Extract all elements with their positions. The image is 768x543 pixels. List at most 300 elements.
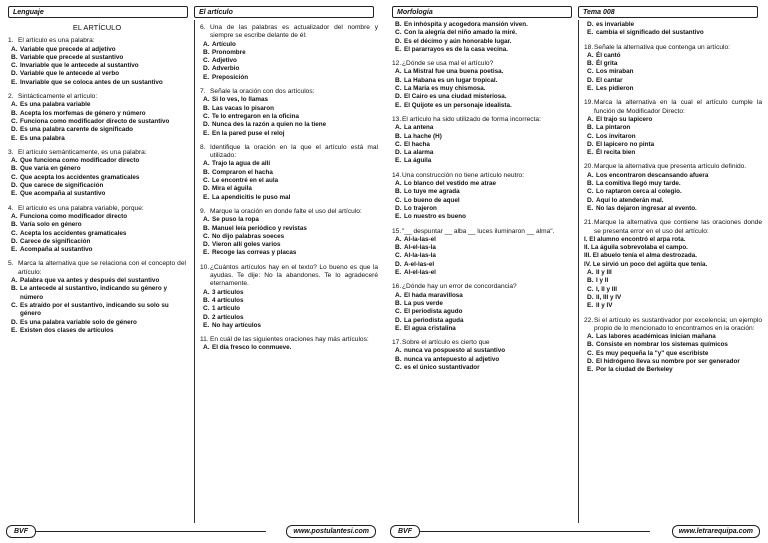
option-text: I y II [596, 277, 609, 285]
option-letter: B. [203, 48, 210, 56]
answer-option[interactable] [392, 205, 570, 213]
option-letter: A. [11, 212, 18, 220]
option-text: El hada maravillosa [404, 291, 463, 299]
option-letter: B. [11, 165, 18, 173]
question-number: 14. [392, 171, 402, 179]
question [392, 283, 570, 333]
answer-option[interactable] [584, 124, 762, 132]
option-text: Al-el-las-la [404, 244, 436, 252]
option-letter: D. [587, 293, 594, 301]
option-letter: A. [587, 333, 594, 341]
answer-option[interactable] [8, 190, 186, 198]
option-text: Los encontraron descansando afuera [596, 171, 709, 179]
question-stem [584, 99, 762, 116]
option-letter: C. [203, 232, 210, 240]
option-text: Que acepta los accidentes gramaticales [20, 173, 140, 181]
answer-option[interactable] [200, 65, 378, 73]
question [8, 149, 186, 199]
answer-option[interactable] [392, 300, 570, 308]
option-letter: E. [11, 134, 18, 142]
answer-option[interactable] [584, 341, 762, 349]
question-number: 20. [584, 163, 594, 171]
option-letter: C. [395, 308, 402, 316]
answer-option[interactable] [392, 213, 570, 221]
answer-option[interactable] [200, 297, 378, 305]
answer-option[interactable] [584, 286, 762, 294]
footer-url[interactable]: www.postulantesi.com [286, 525, 376, 538]
question-number: 22. [584, 316, 594, 324]
option-text: Lo tuye me agrada [404, 188, 460, 196]
answer-option[interactable] [8, 70, 186, 78]
answer-option[interactable] [200, 160, 378, 168]
option-letter: A. [395, 180, 402, 188]
option-letter: B. [203, 168, 210, 176]
option-text: La apendicitis le puso mal [212, 193, 291, 201]
option-text: 4 artículos [212, 296, 244, 304]
answer-option[interactable] [200, 233, 378, 241]
question-text: ¿Dónde hay un error de concordancia? [402, 283, 517, 291]
answer-option[interactable] [392, 325, 570, 333]
answer-option[interactable] [392, 292, 570, 300]
option-text: En la pared puse el reloj [212, 129, 285, 137]
option-text: cambia el significado del sustantivo [596, 29, 704, 37]
answer-option[interactable] [200, 74, 378, 82]
option-letter: A. [203, 40, 210, 48]
answer-option[interactable] [200, 314, 378, 322]
option-text: Variable que precede al adjetivo [20, 45, 116, 53]
answer-option[interactable] [200, 96, 378, 104]
question-text: El artículo es una palabra: [18, 37, 95, 45]
question-number: 11. [200, 336, 209, 344]
answer-option[interactable] [200, 216, 378, 224]
answer-option[interactable] [8, 165, 186, 173]
option-text: La comitiva llegó muy tarde. [596, 180, 681, 188]
option-letter: D. [587, 357, 594, 365]
answer-option[interactable] [200, 105, 378, 113]
option-letter: A. [587, 269, 594, 277]
footer-rule [420, 531, 650, 532]
option-text: La alarma [404, 149, 434, 157]
question-text: Marque la oración en donde falte el uso del artículo: [210, 207, 362, 215]
option-letter: B. [587, 341, 594, 349]
option-text: Por la ciudad de Berkeley [596, 366, 673, 374]
option-text: Que acompaña al sustantivo [20, 190, 106, 198]
answer-option[interactable] [392, 29, 570, 37]
question-stem [392, 339, 570, 347]
option-letter: B. [587, 277, 594, 285]
option-letter: A. [203, 160, 210, 168]
option-text: Al-la-las-el [404, 235, 436, 243]
footer-url[interactable]: www.letrarequipa.com [672, 525, 760, 538]
option-letter: C. [11, 62, 18, 70]
question-number: 10. [200, 263, 210, 271]
answer-option[interactable] [200, 177, 378, 185]
answer-option[interactable] [584, 68, 762, 76]
option-text: No hay artículos [212, 321, 261, 329]
answer-option[interactable] [200, 57, 378, 65]
option-letter: B. [395, 355, 402, 363]
option-letter: E. [587, 85, 594, 93]
option-letter: E. [587, 29, 594, 37]
answer-option[interactable] [392, 252, 570, 260]
answer-option[interactable] [584, 294, 762, 302]
option-letter: D. [203, 313, 210, 321]
option-text: 2 artículos [212, 313, 244, 321]
answer-option[interactable] [392, 188, 570, 196]
option-letter: D. [11, 126, 18, 134]
option-letter: B. [395, 244, 402, 252]
option-text: Preposición [212, 73, 249, 81]
answer-option[interactable] [584, 85, 762, 93]
option-letter: C. [395, 29, 402, 37]
option-text: II y III [596, 269, 612, 277]
option-text: La periodista aguda [404, 316, 464, 324]
option-text: La María es muy chismosa. [404, 85, 486, 93]
option-letter: C. [11, 229, 18, 237]
option-text: Lo bueno de aquel [404, 196, 460, 204]
answer-option[interactable] [392, 68, 570, 76]
question [392, 116, 570, 166]
answer-option[interactable] [8, 118, 186, 126]
option-letter: B. [395, 188, 402, 196]
option-text: El hidrógeno lleva su nombre por ser generador [596, 357, 740, 365]
answer-option[interactable] [200, 41, 378, 49]
question-stem [8, 260, 186, 277]
question-number: 8. [200, 143, 206, 151]
option-text: Les pidieron [596, 85, 634, 93]
topic-label: El artículo [199, 8, 233, 16]
answer-option[interactable] [584, 205, 762, 213]
option-letter: E. [203, 249, 210, 257]
column-divider [578, 20, 579, 523]
option-letter: E. [395, 101, 402, 109]
question [584, 219, 762, 310]
answer-option[interactable] [392, 133, 570, 141]
option-text: Es muy pequeña la "y" que escribiste [596, 349, 709, 357]
answer-option[interactable] [8, 221, 186, 229]
answer-option[interactable] [8, 213, 186, 221]
question-number: 5. [8, 260, 14, 268]
answer-option[interactable] [392, 77, 570, 85]
option-letter: E. [395, 157, 402, 165]
left-column-2 [200, 24, 378, 359]
option-letter: E. [587, 204, 594, 212]
statement-line: II. La águila sobrevolaba el campo. [584, 244, 688, 252]
course-label: Morfología [397, 8, 433, 16]
question-stem [392, 60, 570, 68]
question-text: El artículo ha sido utilizado de forma incorrecta: [402, 115, 541, 123]
answer-option[interactable] [8, 182, 186, 190]
option-letter: B. [11, 221, 18, 229]
answer-option[interactable] [8, 54, 186, 62]
option-text: Lo nuestro es bueno [404, 213, 466, 221]
option-letter: D. [395, 204, 402, 212]
answer-option[interactable] [8, 277, 186, 285]
option-letter: B. [11, 285, 18, 293]
answer-option[interactable] [584, 149, 762, 157]
answer-option[interactable] [392, 347, 570, 355]
answer-option[interactable] [8, 174, 186, 182]
option-letter: D. [203, 65, 210, 73]
option-letter: C. [395, 85, 402, 93]
answer-option[interactable] [200, 113, 378, 121]
answer-option[interactable] [584, 269, 762, 277]
answer-option[interactable] [8, 126, 186, 134]
question-text: ¿Cuántos artículos hay en el texto? Lo bueno es que la ayudas. Te dije: No la abandones. Te lo agradeceré eternamente. [210, 263, 378, 288]
question-stem [200, 264, 378, 289]
answer-option[interactable] [200, 49, 378, 57]
brand-badge: BVF [390, 525, 420, 538]
course-tab [8, 6, 188, 18]
option-letter: D. [395, 37, 402, 45]
option-text: Le encontré en el aula [212, 177, 279, 185]
answer-option[interactable] [392, 93, 570, 101]
answer-option[interactable] [392, 244, 570, 252]
option-text: Trajo la agua de allí [212, 160, 271, 168]
answer-option[interactable] [584, 197, 762, 205]
question-stem [200, 88, 378, 96]
answer-option[interactable] [392, 21, 570, 29]
answer-option[interactable] [392, 141, 570, 149]
question-number: 6. [200, 24, 206, 31]
answer-option[interactable] [8, 285, 186, 302]
option-letter: C. [395, 252, 402, 260]
option-letter: B. [395, 76, 402, 84]
course-tab [392, 6, 572, 18]
answer-option[interactable] [584, 60, 762, 68]
option-text: Es una palabra variable solo de género [20, 318, 137, 326]
option-text: Se puso la ropa [212, 216, 259, 224]
answer-option[interactable] [584, 52, 762, 60]
answer-option[interactable] [392, 124, 570, 132]
question [584, 163, 762, 213]
question [8, 205, 186, 255]
option-letter: C. [203, 305, 210, 313]
option-letter: C. [587, 285, 594, 293]
answer-option[interactable] [200, 249, 378, 257]
option-letter: B. [587, 180, 594, 188]
question-stem [200, 24, 378, 41]
answer-option[interactable] [584, 366, 762, 374]
option-letter: E. [395, 213, 402, 221]
answer-option[interactable] [8, 230, 186, 238]
option-letter: C. [587, 188, 594, 196]
answer-option[interactable] [392, 356, 570, 364]
answer-option[interactable] [584, 133, 762, 141]
question-stem [8, 205, 186, 213]
answer-option[interactable] [392, 149, 570, 157]
question-number: 7. [200, 88, 206, 96]
answer-option[interactable] [392, 197, 570, 205]
answer-option[interactable] [200, 305, 378, 313]
option-letter: C. [395, 140, 402, 148]
option-text: La antena [404, 124, 434, 132]
answer-option[interactable] [392, 261, 570, 269]
option-text: El día fresco lo conmueve. [212, 344, 292, 352]
question [392, 60, 570, 110]
question-number: 21. [584, 219, 594, 227]
answer-option[interactable] [8, 327, 186, 335]
question-text: Marca la alternativa que se relaciona con el concepto del artículo: [18, 260, 186, 276]
option-letter: A. [395, 347, 402, 355]
answer-option[interactable] [584, 21, 762, 29]
option-letter: D. [203, 185, 210, 193]
question-stem [200, 336, 378, 344]
answer-option[interactable] [8, 62, 186, 70]
answer-option[interactable] [584, 172, 762, 180]
question-text: Señale la oración con dos artículos: [210, 88, 315, 96]
answer-option[interactable] [584, 188, 762, 196]
option-text: Acepta los accidentes gramaticales [20, 229, 127, 237]
option-text: La Habana es un lugar tropical. [404, 76, 498, 84]
option-text: Variable que le antecede al verbo [20, 70, 120, 78]
option-letter: E. [395, 269, 402, 277]
answer-option[interactable] [584, 277, 762, 285]
answer-option[interactable] [8, 110, 186, 118]
option-text: Las labores académicas inician mañana [596, 333, 716, 341]
answer-option[interactable] [392, 180, 570, 188]
page-title: EL ARTÍCULO [72, 23, 122, 32]
question-number: 19. [584, 99, 594, 107]
answer-option[interactable] [8, 246, 186, 254]
answer-option[interactable] [392, 102, 570, 110]
answer-option[interactable] [392, 38, 570, 46]
question [584, 44, 762, 94]
answer-option[interactable] [392, 364, 570, 372]
option-letter: D. [203, 121, 210, 129]
option-letter: A. [11, 101, 18, 109]
answer-option[interactable] [392, 46, 570, 54]
option-letter: E. [11, 246, 18, 254]
answer-option[interactable] [8, 135, 186, 143]
question-number: 12. [392, 60, 402, 68]
answer-option[interactable] [392, 157, 570, 165]
option-letter: A. [203, 344, 210, 352]
question [200, 336, 378, 353]
question [8, 37, 186, 87]
option-letter: C. [587, 349, 594, 357]
answer-option[interactable] [392, 85, 570, 93]
answer-option[interactable] [200, 289, 378, 297]
answer-option[interactable] [584, 350, 762, 358]
answer-option[interactable] [200, 121, 378, 129]
question [8, 260, 186, 335]
option-letter: E. [587, 149, 594, 157]
option-letter: E. [587, 366, 594, 374]
option-text: La hache (H) [404, 132, 442, 140]
answer-option[interactable] [392, 317, 570, 325]
option-text: El cantar [596, 76, 623, 84]
answer-option[interactable] [584, 180, 762, 188]
question [392, 172, 570, 222]
option-letter: C. [11, 117, 18, 125]
answer-option[interactable] [8, 238, 186, 246]
answer-option[interactable] [8, 157, 186, 165]
option-text: La pus verde [404, 299, 443, 307]
answer-option[interactable] [584, 302, 762, 310]
option-letter: A. [203, 216, 210, 224]
option-letter: E. [11, 326, 18, 334]
answer-option[interactable] [200, 322, 378, 330]
footer-rule [36, 531, 266, 532]
question-stem [8, 93, 186, 101]
question-text: En cuál de las siguientes oraciones hay más artículos: [210, 336, 369, 344]
question-text: Marque la alternativa que contiene las oraciones donde se presenta error en el uso del artículo: [594, 219, 762, 235]
answer-option[interactable] [200, 194, 378, 202]
answer-option[interactable] [200, 185, 378, 193]
option-letter: A. [11, 45, 18, 53]
column-divider [194, 20, 195, 523]
question-number: 15. [392, 227, 402, 235]
statement-line: IV. Le sirvió un poco del agüita que tenía. [584, 260, 708, 268]
answer-option[interactable] [392, 269, 570, 277]
answer-option[interactable] [584, 333, 762, 341]
option-text: Lo blanco del vestido me atrae [404, 180, 497, 188]
answer-option[interactable] [8, 101, 186, 109]
option-text: Te lo entregaron en la oficina [212, 112, 300, 120]
question-stem [200, 144, 378, 161]
question [8, 93, 186, 143]
option-text: El Cairo es una ciudad misteriosa. [404, 93, 507, 101]
right-page [384, 0, 768, 543]
question [584, 21, 762, 38]
answer-option[interactable] [584, 77, 762, 85]
answer-option[interactable] [584, 358, 762, 366]
option-text: Existen dos clases de artículos [20, 326, 114, 334]
option-letter: B. [587, 60, 594, 68]
answer-option[interactable] [584, 116, 762, 124]
answer-option[interactable] [8, 79, 186, 87]
answer-option[interactable] [200, 169, 378, 177]
answer-option[interactable] [392, 236, 570, 244]
answer-option[interactable] [8, 46, 186, 54]
answer-option[interactable] [200, 130, 378, 138]
option-text: El pararrayos es de la casa vecina. [404, 45, 508, 53]
option-letter: B. [395, 132, 402, 140]
answer-option[interactable] [392, 308, 570, 316]
question-number: 3. [8, 148, 14, 156]
answer-option[interactable] [8, 319, 186, 327]
option-letter: E. [11, 190, 18, 198]
left-header [8, 6, 376, 19]
question-text: Identifique la oración en la que el artículo está mal utilizado: [210, 143, 378, 160]
answer-option[interactable] [584, 29, 762, 37]
option-letter: B. [203, 104, 210, 112]
answer-option[interactable] [584, 141, 762, 149]
option-letter: B. [203, 224, 210, 232]
option-letter: A. [395, 68, 402, 76]
answer-option[interactable] [200, 225, 378, 233]
option-letter: A. [11, 157, 18, 165]
option-text: Es una palabra [20, 134, 65, 142]
option-text: Artículo [212, 40, 236, 48]
answer-option[interactable] [8, 302, 186, 319]
option-text: El hacha [404, 140, 430, 148]
option-text: Nunca des la razón a quien no la tiene [212, 121, 327, 129]
answer-option[interactable] [200, 241, 378, 249]
question-text: El artículo semánticamente, es una palabra: [18, 148, 147, 156]
question-stem [8, 149, 186, 157]
option-letter: E. [395, 45, 402, 53]
option-text: Es una palabra carente de significado [20, 126, 134, 134]
question-stem [584, 163, 762, 171]
question-number: 9. [200, 207, 206, 215]
answer-option[interactable] [200, 344, 378, 352]
right-header [392, 6, 760, 19]
option-text: I, II y III [596, 285, 617, 293]
option-letter: B. [587, 124, 594, 132]
option-letter: D. [587, 196, 594, 204]
